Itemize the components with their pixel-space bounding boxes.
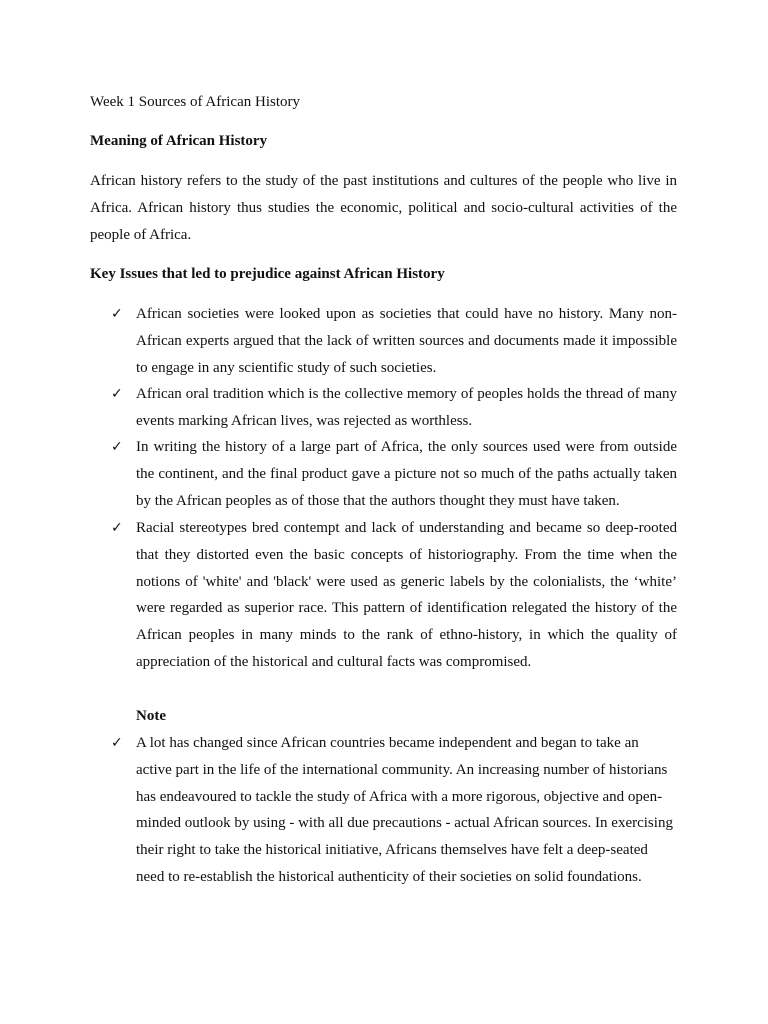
list-item-text: In writing the history of a large part of Africa, the only sources used were from outside the continent, and the final product gave a picture not so much of the paths actually taken by the African peoples as of those that the authors thought they must have taken.	[136, 439, 677, 509]
list-item-text: African oral tradition which is the collective memory of peoples holds the thread of many events marking African lives, was rejected as worthless.	[136, 386, 677, 429]
meaning-paragraph: African history refers to the study of the past institutions and cultures of the people who live in Africa. African history thus studies the economic, political and socio-cultural activities of the people of Africa.	[90, 173, 677, 243]
list-item-text: A lot has changed since African countries became independent and began to take an active part in the life of the international community. An increasing number of historians has endeavoured to tackle the study of Africa with a more rigorous, objective and open-minded outlook by using - with all due precautions - actual African sources. In exercising their right to take the historical initiative, Africans themselves have felt a deep-seated need to re-establish the historical authenticity of their societies on solid foundations.	[136, 735, 673, 885]
note-label: Note	[136, 708, 166, 724]
checkmark-icon: ✓	[111, 386, 123, 402]
document-title: Week 1 Sources of African History	[90, 94, 300, 110]
checkmark-icon: ✓	[111, 735, 123, 751]
checkmark-icon: ✓	[111, 439, 123, 455]
list-item-text: Racial stereotypes bred contempt and lack of understanding and became so deep-rooted that they distorted even the basic concepts of historiography. From the time when the notions of 'white' and 'black' were used as generic labels by the colonialists, the ‘white’ were regarded as superior race. This pattern of identification relegated the history of the African peoples in many minds to the rank of ethno-history, in which the quality of appreciation of the historical and cultural facts was compromised.	[136, 520, 677, 670]
checkmark-icon: ✓	[111, 306, 123, 322]
key-issues-heading: Key Issues that led to prejudice against African History	[90, 266, 445, 282]
checkmark-icon: ✓	[111, 520, 123, 536]
meaning-heading: Meaning of African History	[90, 133, 268, 149]
list-item-text: African societies were looked upon as societies that could have no history. Many non-African experts argued that the lack of written sources and documents made it impossible to engage in any scientific study of such societies.	[136, 306, 677, 376]
